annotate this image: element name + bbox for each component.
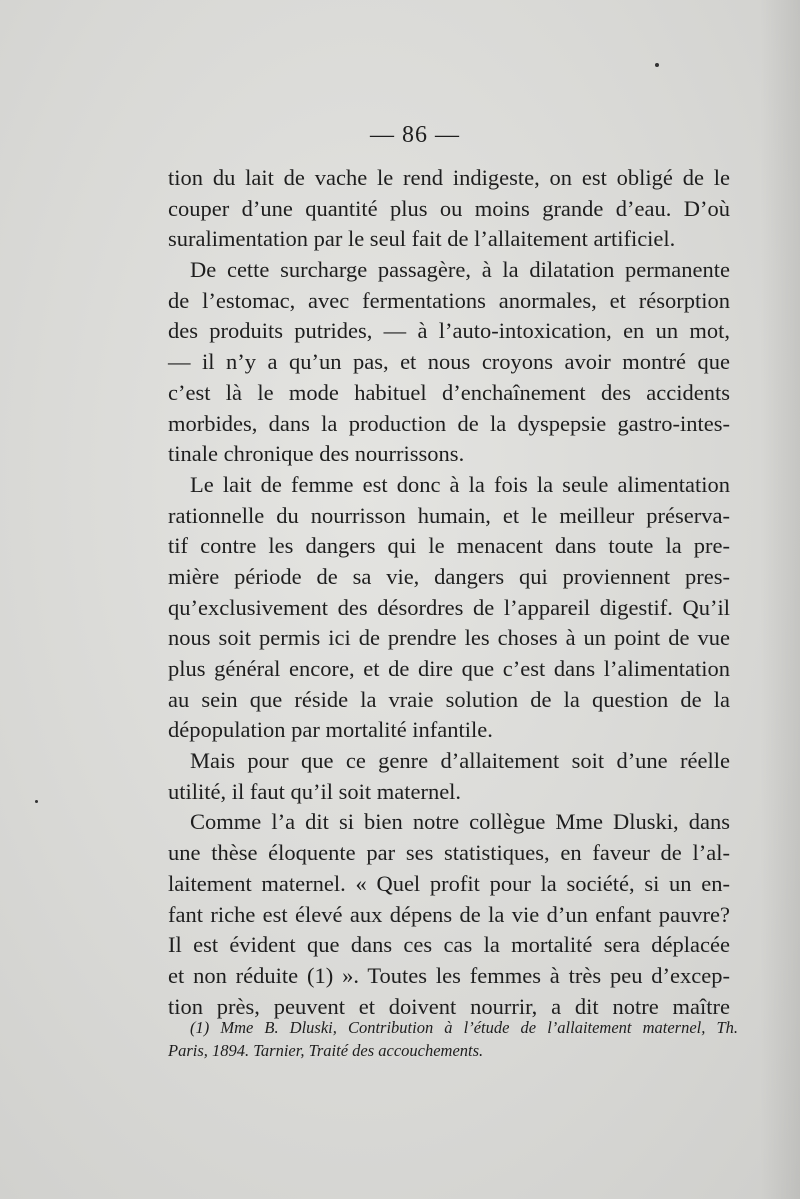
footnotes [168, 1016, 738, 1062]
text-line: De cette surcharge passagère, à la dilatation permanente [190, 257, 730, 283]
text-line: et non réduite (1) ». Toutes les femmes à très peu d’excep- [168, 962, 730, 988]
text-line: couper d’une quantité plus ou moins grande d’eau. D’où [168, 195, 730, 221]
text-line: au sein que réside la vraie solution de la question de la [168, 686, 730, 712]
ink-speck [35, 800, 38, 803]
text-line: dépopulation par mortalité infantile. [168, 717, 493, 743]
text-line: fant riche est élevé aux dépens de la vie d’un enfant pauvre? [168, 901, 730, 927]
text-line: — il n’y a qu’un pas, et nous croyons avoir montré que [168, 349, 730, 375]
ink-speck [655, 63, 659, 67]
body-text [168, 163, 730, 1022]
text-line: c’est là le mode habituel d’enchaînement des accidents [168, 379, 730, 405]
footnote-line: (1) Mme B. Dluski, Contribution à l’étude de l’allaitement maternel, Th. [190, 1018, 738, 1037]
text-line: nous soit permis ici de prendre les choses à un point de vue [168, 625, 730, 651]
page-edge-shadow [760, 0, 800, 1199]
text-line: Le lait de femme est donc à la fois la seule alimentation [190, 471, 730, 497]
text-line: une thèse éloquente par ses statistiques, en faveur de l’al- [168, 840, 730, 866]
text-line: mière période de sa vie, dangers qui proviennent pres- [168, 563, 730, 589]
text-line: Il est évident que dans ces cas la mortalité sera déplacée [168, 932, 730, 958]
text-line: tif contre les dangers qui le menacent dans toute la pre- [168, 533, 730, 559]
text-line: morbides, dans la production de la dyspepsie gastro-intes- [168, 410, 730, 436]
text-line: tinale chronique des nourrissons. [168, 441, 465, 467]
text-line: Comme l’a dit si bien notre collègue Mme Dluski, dans [190, 809, 730, 835]
text-line: qu’exclusivement des désordres de l’appareil digestif. Qu’il [168, 594, 730, 620]
text-line: de l’estomac, avec fermentations anormales, et résorption [168, 287, 730, 313]
page-number: — 86 — [370, 122, 460, 148]
footnote-line: Paris, 1894. Tarnier, Traité des accouchements. [168, 1041, 484, 1060]
text-line: Mais pour que ce genre d’allaitement soit d’une réelle [190, 748, 730, 774]
text-line: plus général encore, et de dire que c’est dans l’alimentation [168, 656, 730, 681]
text-line: tion du lait de vache le rend indigeste, on est obligé de le [168, 165, 730, 190]
text-line: tion près, peuvent et doivent nourrir, a dit notre maître [168, 993, 730, 1019]
text-line: utilité, il faut qu’il soit maternel. [168, 778, 462, 804]
text-line: rationnelle du nourrisson humain, et le meilleur préserva- [168, 502, 730, 528]
text-line: laitement maternel. « Quel profit pour la société, si un en- [168, 870, 730, 896]
text-line: suralimentation par le seul fait de l’allaitement artificiel. [168, 226, 676, 252]
text-line: des produits putrides, — à l’auto-intoxication, en un mot, [168, 318, 730, 344]
